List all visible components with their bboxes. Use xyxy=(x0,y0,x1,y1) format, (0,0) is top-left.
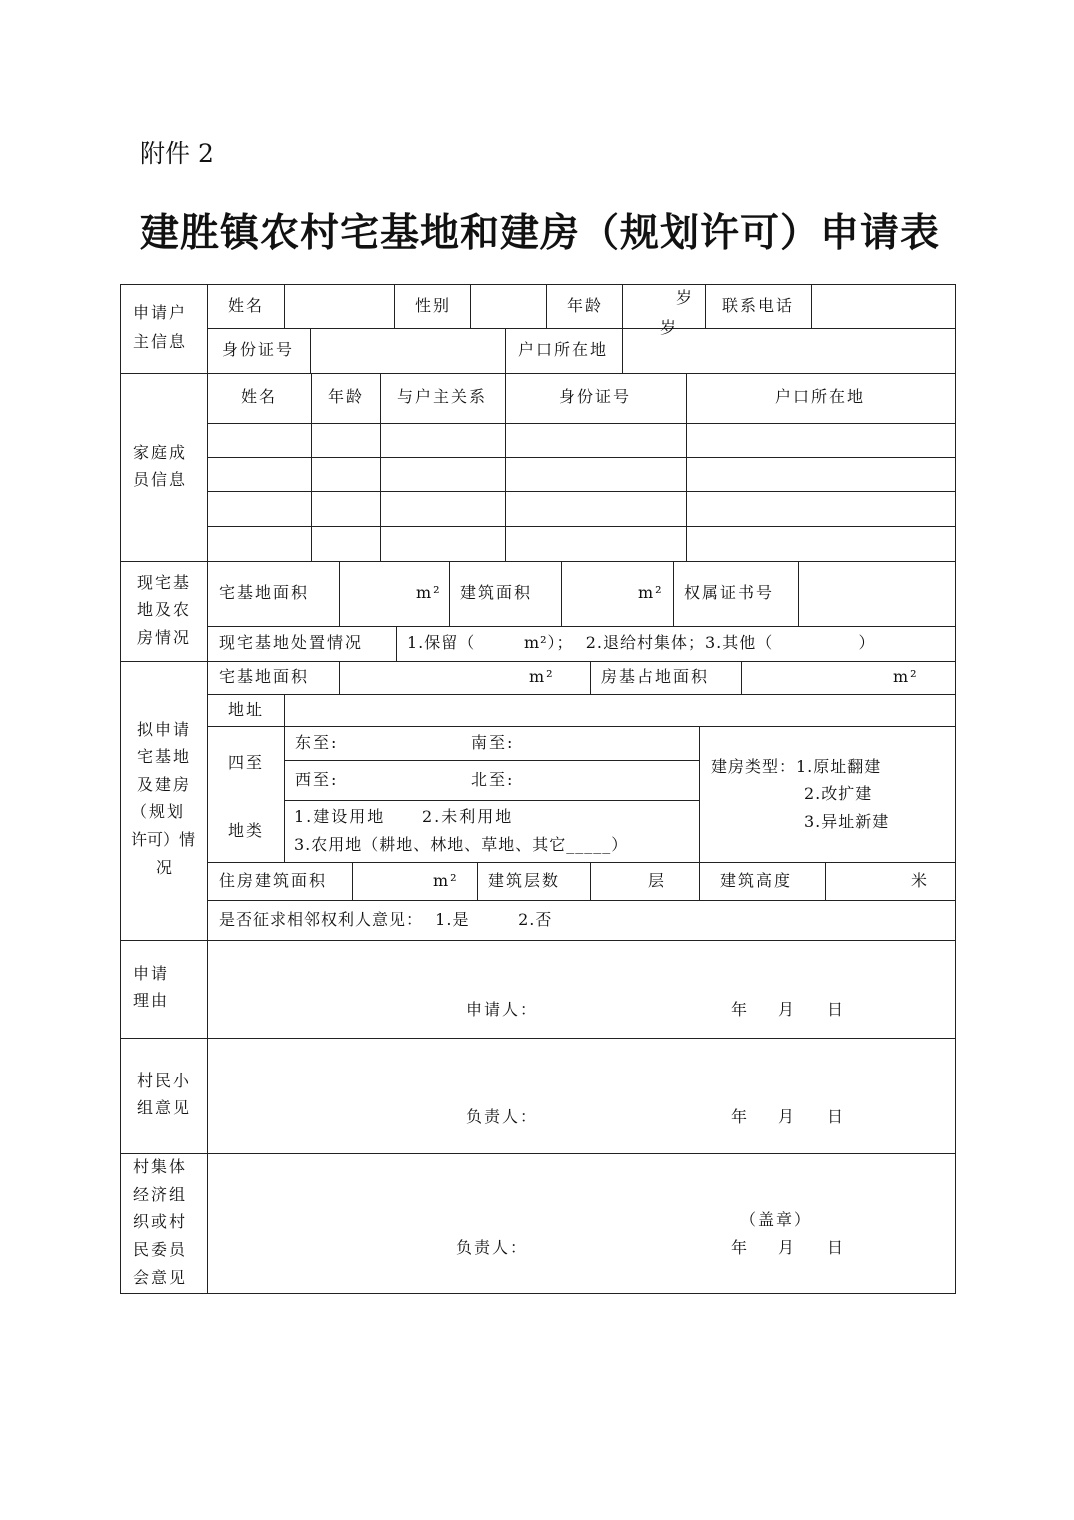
section-group-line1: 村民小 xyxy=(137,1071,192,1090)
floors-unit: 层 xyxy=(648,871,667,890)
land-type-label: 地类 xyxy=(228,821,265,840)
section-committee-line2: 经济组 xyxy=(133,1185,188,1204)
table-column-line xyxy=(955,284,956,1294)
applicant-signer-label: 申请人： xyxy=(466,1000,539,1019)
disposal-options: 1.保留（ m²）； 2.退给村集体；3.其他（ ） xyxy=(407,633,876,652)
table-column-line xyxy=(673,561,674,627)
month-label: 月 xyxy=(778,1000,797,1019)
section-proposed-line5: 许可）情 xyxy=(131,830,196,849)
hukou-label: 户口所在地 xyxy=(518,340,609,359)
proposed-homestead-area-label: 宅基地面积 xyxy=(219,667,310,686)
unit-m2: m² xyxy=(638,583,664,602)
table-column-line xyxy=(284,284,285,329)
unit-m2: m² xyxy=(529,667,555,686)
section-current-line2: 地及农 xyxy=(137,600,192,619)
build-type-option2: 2.改扩建 xyxy=(804,784,873,803)
build-type-option1: 建房类型：1.原址翻建 xyxy=(711,757,882,776)
table-column-line xyxy=(622,328,623,374)
day-label: 日 xyxy=(827,1000,846,1019)
table-column-line xyxy=(561,561,562,627)
current-homestead-area-label: 宅基地面积 xyxy=(219,583,310,602)
table-row-line xyxy=(207,491,956,492)
unit-m2: m² xyxy=(416,583,442,602)
seal-label: （盖章） xyxy=(740,1210,813,1229)
table-column-line xyxy=(741,661,742,695)
table-row-line xyxy=(120,940,956,941)
attachment-label: 附件 2 xyxy=(140,139,214,168)
table-column-line xyxy=(477,862,478,901)
table-column-line xyxy=(284,694,285,863)
unit-m2: m² xyxy=(893,667,919,686)
table-row-line xyxy=(207,694,956,695)
day-label: 日 xyxy=(827,1238,846,1257)
phone-label: 联系电话 xyxy=(722,296,795,315)
day-label: 日 xyxy=(827,1107,846,1126)
table-column-line xyxy=(505,373,506,562)
year-label: 年 xyxy=(731,1000,750,1019)
section-proposed-line3: 及建房 xyxy=(137,775,192,794)
section-committee-line1: 村集体 xyxy=(133,1157,188,1176)
table-column-line xyxy=(811,284,812,329)
table-column-line xyxy=(686,373,687,562)
table-column-line xyxy=(311,373,312,562)
year-label: 年 xyxy=(731,1238,750,1257)
table-column-line xyxy=(699,726,700,863)
section-committee-line3: 织或村 xyxy=(133,1212,188,1231)
land-type-option3: 3.农用地（耕地、林地、草地、其它_____） xyxy=(294,835,629,854)
disposal-label: 现宅基地处置情况 xyxy=(219,633,364,652)
table-row-line xyxy=(207,900,956,901)
table-column-line xyxy=(505,328,506,374)
table-column-line xyxy=(590,862,591,901)
age-unit-overflow: 岁 xyxy=(660,318,679,337)
table-row-line xyxy=(120,1038,956,1039)
table-column-line xyxy=(470,284,471,329)
committee-signer-label: 负责人： xyxy=(456,1238,529,1257)
month-label: 月 xyxy=(778,1107,797,1126)
month-label: 月 xyxy=(778,1238,797,1257)
table-row-line xyxy=(284,760,700,761)
section-applicant-line1: 申请户 xyxy=(133,303,188,322)
table-row-line xyxy=(284,800,700,801)
table-column-line xyxy=(622,284,623,329)
table-row-line xyxy=(207,726,956,727)
family-header-name: 姓名 xyxy=(241,387,278,406)
section-reason-line1: 申请 xyxy=(133,964,170,983)
table-column-line xyxy=(798,561,799,627)
current-building-area-label: 建筑面积 xyxy=(460,583,533,602)
table-column-line xyxy=(352,862,353,901)
family-header-relation: 与户主关系 xyxy=(397,387,488,406)
land-type-option1: 1.建设用地 xyxy=(294,807,386,826)
page-title: 建胜镇农村宅基地和建房（规划许可）申请表 xyxy=(140,211,941,256)
section-committee-line5: 会意见 xyxy=(133,1268,188,1287)
section-current-line1: 现宅基 xyxy=(137,573,192,592)
section-proposed-line2: 宅基地 xyxy=(137,747,192,766)
section-group-line2: 组意见 xyxy=(137,1098,192,1117)
table-row-line xyxy=(120,561,956,562)
table-column-line xyxy=(339,561,340,627)
table-row-line xyxy=(120,1153,956,1154)
table-row-line xyxy=(120,373,956,374)
section-proposed-line6: 况 xyxy=(156,858,175,877)
table-column-line xyxy=(699,862,700,901)
section-proposed-line1: 拟申请 xyxy=(137,720,192,739)
address-label: 地址 xyxy=(228,700,265,719)
table-column-line xyxy=(546,284,547,329)
table-row-line xyxy=(207,457,956,458)
footprint-label: 房基占地面积 xyxy=(601,667,710,686)
family-header-hukou: 户口所在地 xyxy=(775,387,866,406)
age-label: 年龄 xyxy=(567,296,604,315)
age-unit: 岁 xyxy=(676,288,695,307)
table-column-line xyxy=(396,626,397,662)
boundaries-label: 四至 xyxy=(228,753,265,772)
table-column-line xyxy=(310,328,311,374)
id-label: 身份证号 xyxy=(222,340,295,359)
section-current-line3: 房情况 xyxy=(137,628,192,647)
section-family-line1: 家庭成 xyxy=(133,443,188,462)
north-label: 北至: xyxy=(471,770,515,789)
height-label: 建筑高度 xyxy=(720,871,793,890)
table-row-line xyxy=(207,626,956,627)
name-label: 姓名 xyxy=(228,296,265,315)
floors-label: 建筑层数 xyxy=(488,871,561,890)
neighbor-consent: 是否征求相邻权利人意见： 1.是 2.否 xyxy=(219,910,553,929)
west-label: 西至: xyxy=(295,770,339,789)
section-proposed-line4: （规划 xyxy=(131,802,186,821)
table-column-line xyxy=(825,862,826,901)
table-column-line xyxy=(207,284,208,1294)
height-unit: 米 xyxy=(911,871,930,890)
housing-area-label: 住房建筑面积 xyxy=(219,871,328,890)
build-type-option3: 3.异址新建 xyxy=(804,812,890,831)
land-type-option2: 2.未利用地 xyxy=(422,807,514,826)
section-committee-line4: 民委员 xyxy=(133,1240,188,1259)
table-row-line xyxy=(120,661,956,662)
table-column-line xyxy=(705,284,706,329)
table-row-line xyxy=(207,862,956,863)
table-column-line xyxy=(380,373,381,562)
table-column-line xyxy=(120,284,121,1294)
section-applicant-line2: 主信息 xyxy=(133,332,188,351)
table-row-line xyxy=(207,328,956,329)
family-header-age: 年龄 xyxy=(328,387,365,406)
table-row-line xyxy=(120,284,956,285)
section-reason-line2: 理由 xyxy=(133,991,170,1010)
year-label: 年 xyxy=(731,1107,750,1126)
unit-m2: m² xyxy=(433,871,459,890)
group-signer-label: 负责人： xyxy=(466,1107,539,1126)
table-column-line xyxy=(394,284,395,329)
cert-label: 权属证书号 xyxy=(684,583,775,602)
table-column-line xyxy=(449,561,450,627)
south-label: 南至: xyxy=(471,733,515,752)
section-family-line2: 员信息 xyxy=(133,470,188,489)
table-row-line xyxy=(120,1293,956,1294)
table-column-line xyxy=(339,661,340,695)
east-label: 东至: xyxy=(295,733,339,752)
family-header-id: 身份证号 xyxy=(559,387,632,406)
table-column-line xyxy=(590,661,591,695)
table-row-line xyxy=(207,526,956,527)
gender-label: 性别 xyxy=(415,296,452,315)
table-row-line xyxy=(207,423,956,424)
